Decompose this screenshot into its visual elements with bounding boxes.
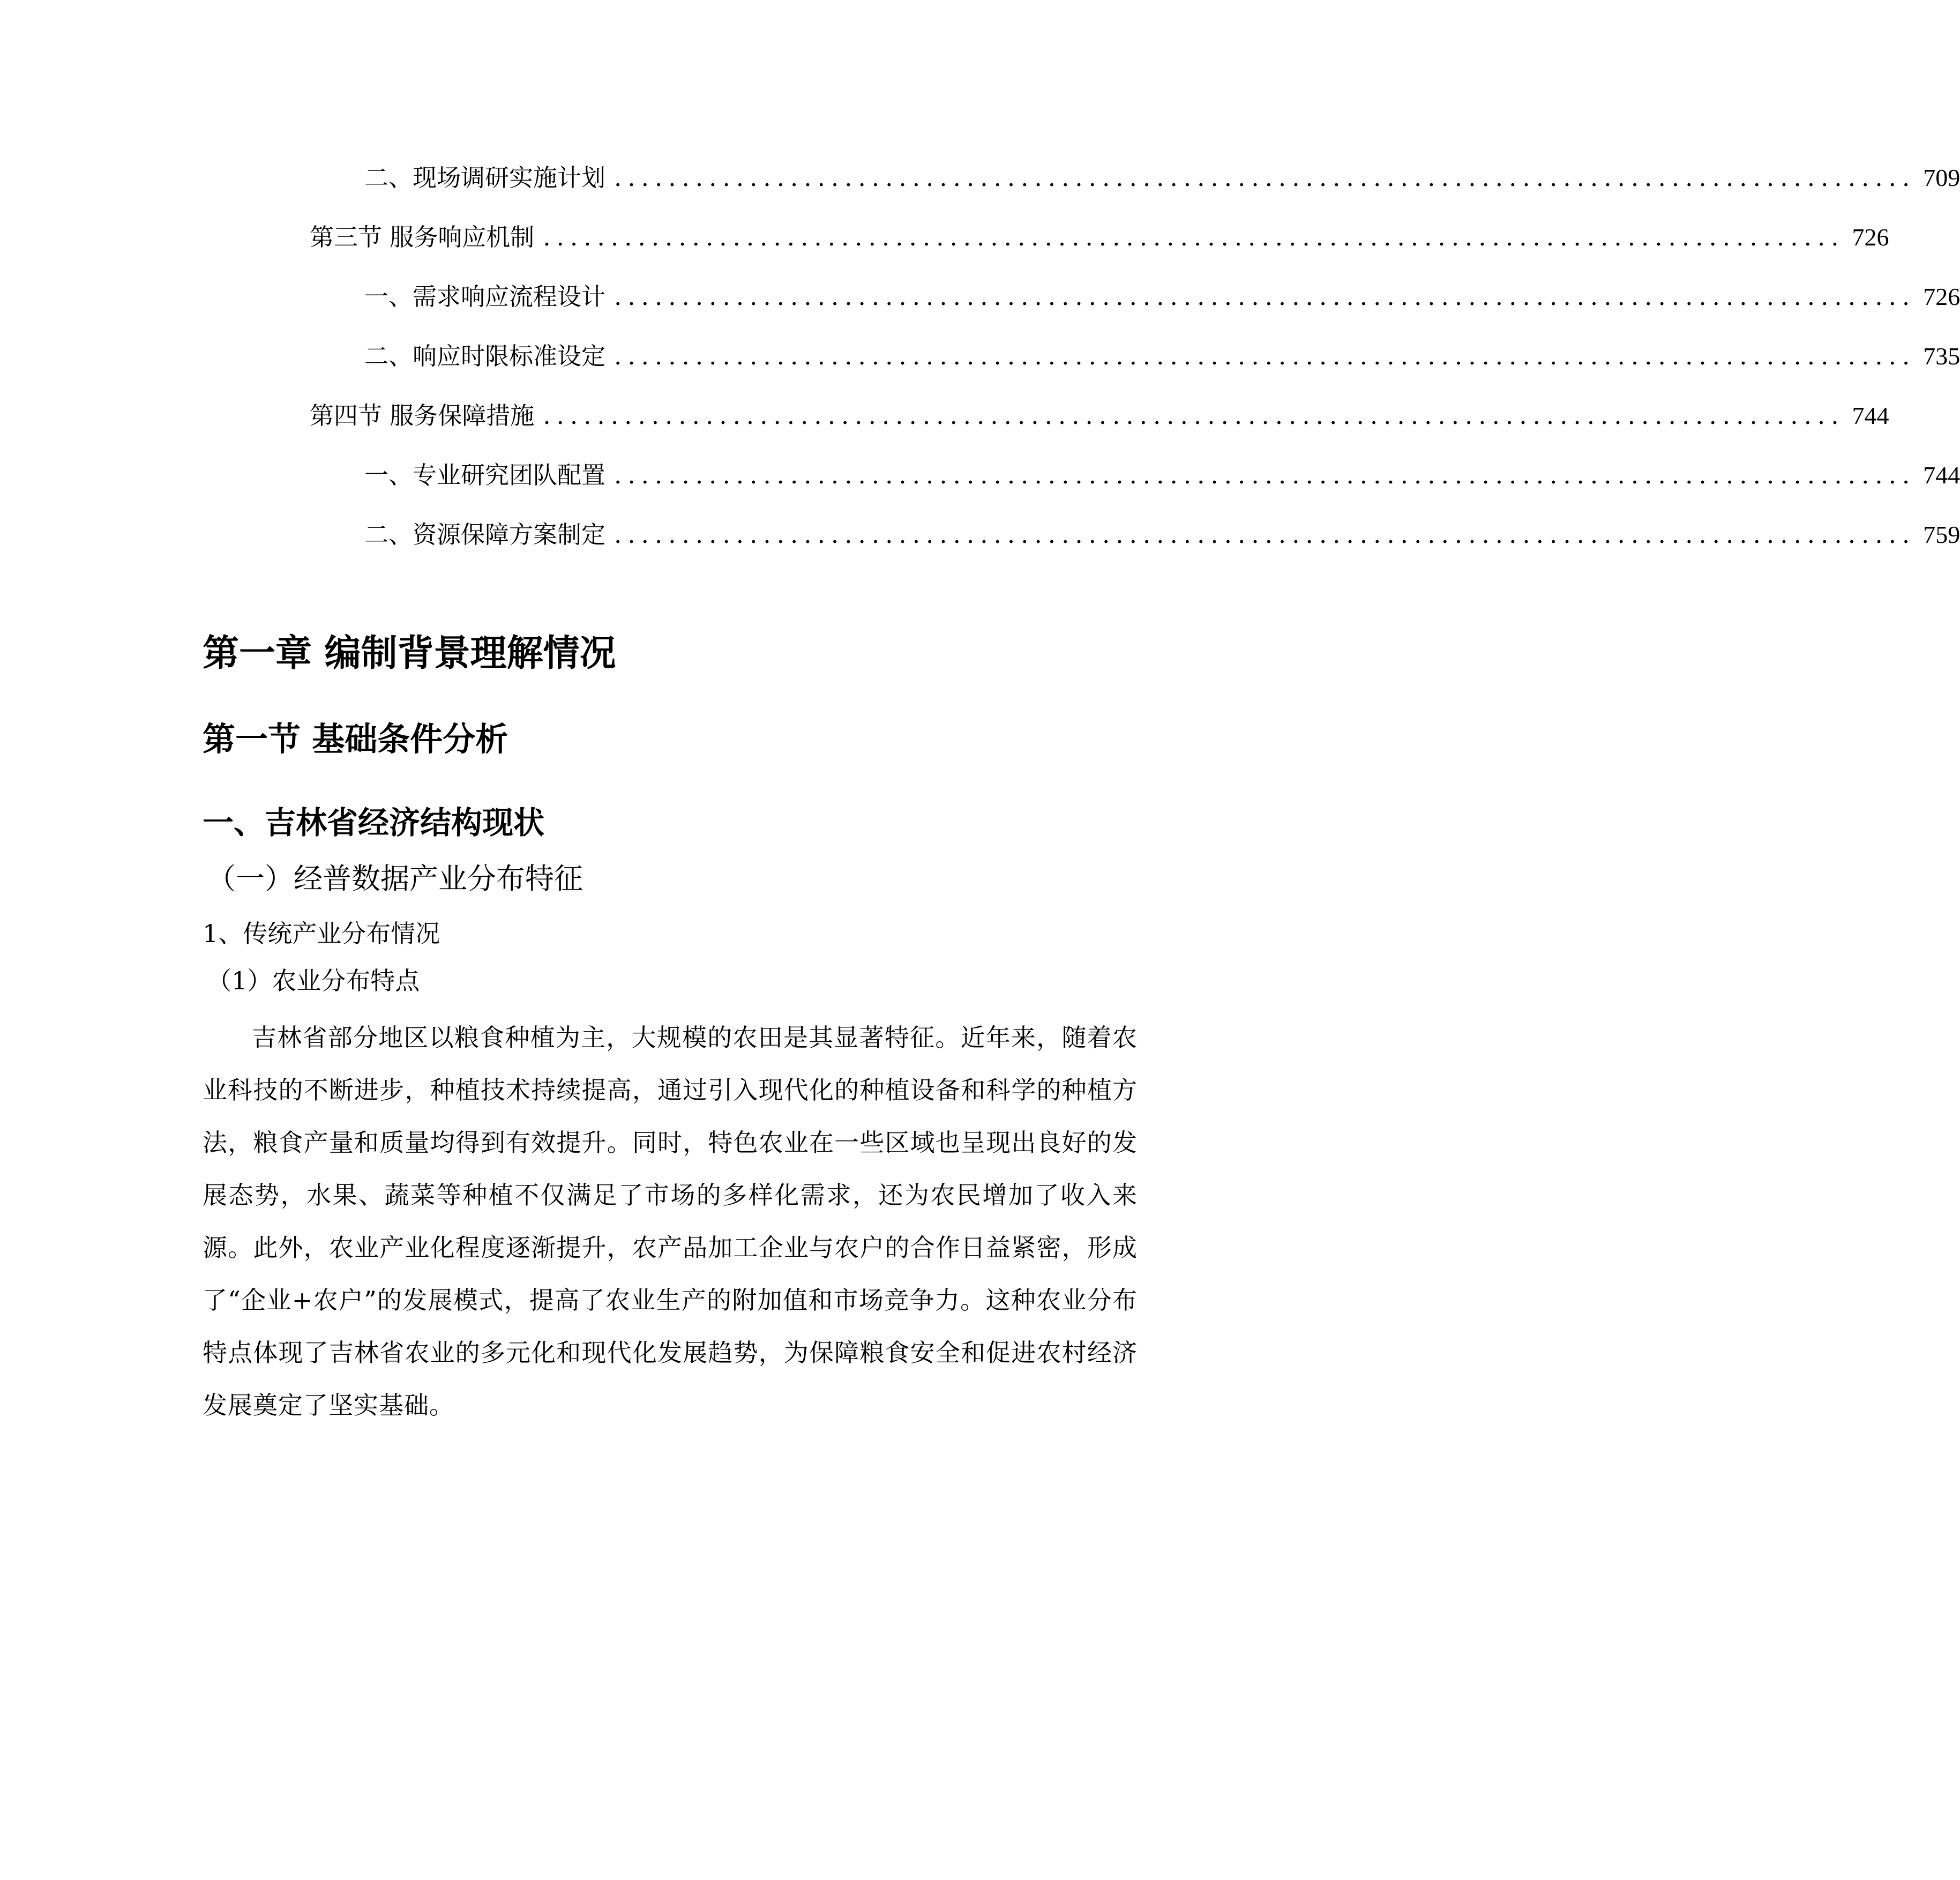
toc-leader-dots: ................................................................................................ <box>543 223 1845 251</box>
toc-entry-label: 资源保障方案制定 <box>413 520 606 549</box>
toc-entry-label: 专业研究团队配置 <box>413 461 606 489</box>
toc-entry-number: 一、 <box>364 282 413 311</box>
toc-entry[interactable] <box>364 162 1960 194</box>
toc-entry-label: 现场调研实施计划 <box>413 163 606 192</box>
toc-entry[interactable] <box>310 400 1889 432</box>
sub-subsection-title: （一）经普数据产业分布特征 <box>207 862 583 896</box>
section-title: 第一节 基础条件分析 <box>203 720 508 758</box>
toc-leader-dots: ................................................................................................ <box>614 461 1916 489</box>
toc-entry-page: 744 <box>1852 402 1889 429</box>
item-heading: 1、传统产业分布情况 <box>203 919 440 948</box>
chapter-title: 第一章 编制背景理解情况 <box>203 632 616 675</box>
toc-entry-number: 二、 <box>364 520 413 549</box>
toc-entry-number: 二、 <box>364 163 413 192</box>
toc-entry[interactable] <box>364 340 1960 372</box>
toc-entry-page: 726 <box>1852 223 1889 251</box>
toc-entry[interactable] <box>310 221 1889 253</box>
toc-entry-label: 响应时限标准设定 <box>413 342 606 370</box>
toc-leader-dots: ................................................................................................ <box>614 163 1916 192</box>
toc-entry-number: 二、 <box>364 342 413 370</box>
toc-entry-page: 726 <box>1923 283 1960 310</box>
toc-entry[interactable] <box>364 519 1960 551</box>
toc-entry-page: 759 <box>1923 521 1960 548</box>
toc-entry[interactable] <box>364 281 1960 313</box>
toc-entry-page: 744 <box>1923 461 1960 489</box>
toc-entry-label: 需求响应流程设计 <box>413 282 606 311</box>
toc-entry-label: 第四节 服务保障措施 <box>310 401 535 430</box>
toc-leader-dots: ................................................................................................ <box>543 401 1845 430</box>
subsection-title: 一、吉林省经济结构现状 <box>203 804 545 841</box>
sub-item-heading: （1）农业分布特点 <box>207 966 420 995</box>
toc-entry-page: 709 <box>1923 164 1960 191</box>
body-paragraph: 吉林省部分地区以粮食种植为主，大规模的农田是其显著特征。近年来，随着农业科技的不断进步，种植技术持续提高，通过引入现代化的种植设备和科学的种植方法，粮食产量和质量均得到有效提升。同时，特色农业在一些区域也呈现出良好的发展态势，水果、蔬菜等种植不仅满足了市场的多样化需求，还为农民增加了收入来源。此外，农业产业化程度逐渐提升，农产品加工企业与农户的合作日益紧密，形成了“企业+农户”的发展模式，提高了农业生产的附加值和市场竞争力。这种农业分布特点体现了吉林省农业的多元化和现代化发展趋势，为保障粮食安全和促进农村经济发展奠定了坚实基础。 <box>203 1023 1138 1420</box>
toc-entry[interactable] <box>364 459 1960 491</box>
toc-leader-dots: ................................................................................................ <box>614 342 1916 370</box>
toc-leader-dots: ................................................................................................ <box>614 520 1916 549</box>
toc-leader-dots: ................................................................................................ <box>614 282 1916 311</box>
toc-entry-page: 735 <box>1923 342 1960 370</box>
toc-entry-number: 一、 <box>364 461 413 489</box>
toc-entry-label: 第三节 服务响应机制 <box>310 223 535 251</box>
